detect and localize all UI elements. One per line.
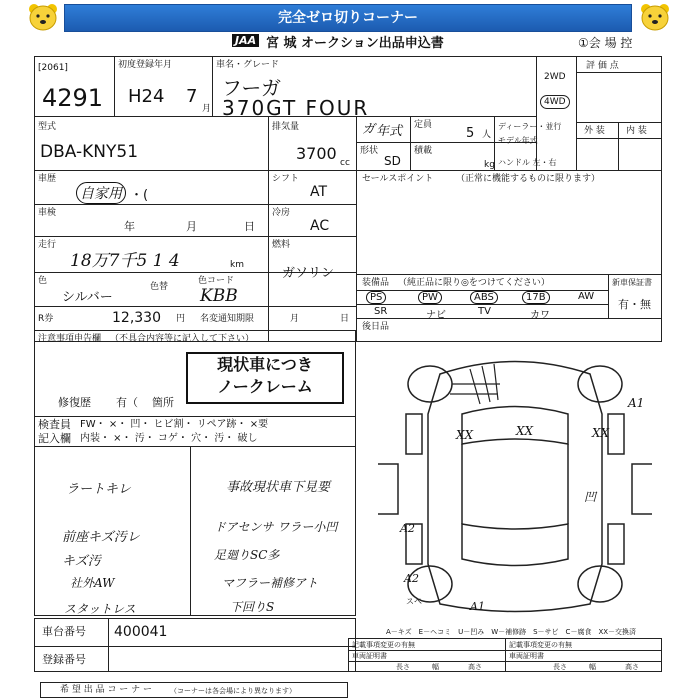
equip-pw: PW — [418, 291, 442, 304]
equip-ps: PS — [366, 291, 386, 304]
mark-xx-center: XX — [516, 424, 534, 438]
registration-label: 初度登録年月 — [118, 60, 173, 70]
equip-navi: ナビ — [426, 310, 446, 321]
no-claim-stamp — [186, 352, 344, 404]
handle-label: ハンドル 左・右 — [498, 158, 557, 167]
tax-deadline-label: 名変通知期限 — [200, 314, 255, 324]
registration-year: H24 — [128, 86, 165, 107]
equip-17b: 17B — [522, 291, 550, 304]
bear-mascot-right-icon — [636, 2, 674, 32]
color-code-label: 色コード — [198, 276, 235, 286]
vehicle-grade: 370GT FOUR — [222, 96, 370, 120]
color-value: シルバー — [62, 290, 113, 305]
displacement-value: 3700 — [296, 144, 337, 163]
note-left-5: スタットレス — [64, 602, 136, 616]
mark-a1-top: A1 — [628, 396, 645, 410]
recycle-label: R券 — [38, 314, 54, 324]
notes-label: 注意事項申告欄 — [38, 334, 102, 344]
aircon-value: AC — [310, 218, 330, 234]
drive-4wd: 4WD — [540, 95, 570, 109]
height-left: 高さ — [468, 663, 482, 671]
registration-month: 7 — [186, 86, 198, 107]
equipment-label: 装備品 — [362, 278, 390, 288]
note-left-2: 前座キズ汚レ — [62, 530, 140, 545]
chassis-label: 車台番号 — [42, 625, 86, 638]
capacity-value: 5 — [466, 126, 475, 141]
mission-mark: 年式 — [376, 124, 403, 139]
displacement-label: 排気量 — [272, 122, 300, 132]
lot-number: 4291 — [42, 84, 104, 112]
mark-spare: スペ — [406, 597, 422, 606]
damage-diagram — [370, 344, 660, 622]
recycle-unit: 円 — [176, 314, 186, 324]
model-value: DBA-KNY51 — [40, 142, 139, 162]
recycle-value: 12,330 — [112, 310, 161, 326]
color-label: 色 — [38, 276, 48, 286]
color-change-label: 色替 — [150, 282, 169, 292]
note-right-4: マフラー補修アト — [222, 576, 319, 590]
check-row2: 内装・ ×・ 汚・ コゲ・ 穴・ 汚・ 破し — [80, 433, 258, 444]
copy-label: ①会 場 控 — [578, 36, 633, 50]
load-unit: kg — [484, 160, 495, 170]
note-right-1: 事故現状車下見要 — [226, 480, 331, 495]
history-label: 車歴 — [38, 174, 57, 184]
inspection-month: 月 — [186, 220, 197, 233]
exterior-label: 外 装 — [584, 126, 605, 136]
drive-2wd: 2WD — [544, 72, 566, 82]
equip-tv: TV — [478, 306, 491, 317]
length-right: 長さ — [553, 663, 567, 671]
model-label: 型式 — [38, 122, 57, 132]
mark-a1-bottom: A1 — [470, 600, 485, 613]
chassis-value: 400041 — [114, 624, 168, 640]
repair-label: 修復歴 — [58, 396, 91, 409]
length-left: 長さ — [396, 663, 410, 671]
equip-aw: AW — [578, 291, 595, 302]
bear-mascot-left-icon — [24, 2, 62, 32]
mark-a2-upper: A2 — [400, 522, 415, 535]
tax-month: 月 — [290, 314, 300, 324]
height-right: 高さ — [625, 663, 639, 671]
vehicle-name-label: 車名・グレード — [216, 60, 280, 70]
repair-value: 有（ — [116, 396, 138, 409]
damage-legend: A－キズ E－ヘコミ U－凹み W－補修跡 S－サビ C－腐食 XX－交換済 — [386, 628, 637, 636]
vehicle-cert-left: 車両証明書 — [352, 652, 387, 660]
additional-label: 後日品 — [362, 322, 390, 332]
note-right-5: 下回りS — [230, 600, 275, 614]
capacity-unit: 人 — [482, 130, 492, 140]
mileage-label: 走行 — [38, 240, 57, 250]
notes-sub: （不具合内容等に記入して下さい） — [110, 334, 255, 344]
equipment-note: （純正品に限り◎をつけてください） — [398, 278, 550, 288]
inspection-day: 日 — [244, 220, 255, 233]
vehicle-name: フーガ — [222, 76, 281, 100]
inspector-label2: 記入欄 — [38, 432, 71, 445]
warranty-label: 新車保証書 — [612, 278, 652, 287]
inspection-label: 車検 — [38, 208, 57, 218]
shift-label: シフト — [272, 174, 300, 184]
repair-suffix: 箇所 — [152, 396, 174, 409]
mark-xx-right: XX — [592, 426, 610, 440]
spec-change-left: 記載事項変更の有無 — [352, 641, 415, 649]
capacity-label: 定員 — [414, 120, 433, 130]
vehicle-cert-right: 車両証明書 — [509, 652, 544, 660]
fuel-label: 燃料 — [272, 240, 291, 250]
desired-corner-label: 希 望 出 品 コ ー ナ ー — [60, 685, 153, 695]
spec-change-right: 記載事項変更の有無 — [509, 641, 572, 649]
fuel-type-mark: ガ — [362, 122, 376, 137]
note-right-2: ドアセンサ ワラー小凹 — [214, 520, 338, 534]
mark-a2-lower: A2 — [404, 572, 419, 585]
width-right: 幅 — [589, 663, 596, 671]
warranty-value: 有・無 — [618, 298, 651, 311]
stamp-line1: 現状車につき — [217, 355, 313, 374]
stamp-line2: ノークレーム — [217, 377, 313, 396]
equip-sr: SR — [374, 306, 388, 317]
month-unit: 月 — [202, 104, 212, 114]
form-title: 宮 城 オークション出品申込書 — [266, 36, 444, 51]
displacement-unit: cc — [340, 158, 350, 168]
aircon-label: 冷房 — [272, 208, 291, 218]
corner-banner: 完全ゼロ切りコーナー — [64, 4, 632, 32]
history-extra: ・( — [130, 188, 149, 203]
equip-leather: カワ — [530, 310, 550, 321]
equip-abs: ABS — [470, 291, 498, 304]
tax-day: 日 — [340, 314, 350, 324]
width-left: 幅 — [432, 663, 439, 671]
mark-dent: 凹 — [584, 490, 597, 504]
inspection-year: 年 — [124, 220, 135, 233]
shape-label: 形状 — [360, 146, 379, 156]
color-code: KBB — [200, 286, 238, 306]
lot-code: [2061] — [38, 63, 68, 73]
dealer-label: ディーラー・並行 — [498, 122, 562, 131]
evaluation-label: 評 価 点 — [586, 61, 619, 71]
fuel-value: ガソリン — [282, 266, 335, 281]
history-value: 自家用 — [76, 182, 126, 204]
sales-point-note: （正常に機能するものに限ります） — [456, 174, 601, 184]
load-label: 積載 — [414, 146, 433, 156]
sales-point-label: セールスポイント — [362, 174, 434, 184]
note-left-3: キズ汚 — [62, 554, 101, 569]
inspector-label1: 検査員 — [38, 418, 71, 431]
note-left-1: ラートキレ — [66, 482, 131, 497]
shift-value: AT — [310, 184, 328, 200]
interior-label: 内 装 — [626, 126, 647, 136]
note-left-4: 社外AW — [70, 576, 115, 590]
check-row1: FW・ ×・ 凹・ ヒビ割・ リペア跡・ ×要 — [80, 419, 269, 430]
mileage-value: 18万7千5 1 4 — [70, 251, 180, 271]
mark-xx-left: XX — [456, 428, 474, 442]
desired-corner-note: （コーナーは各会場により異なります） — [170, 687, 296, 695]
model-year-label: モデル年式 — [498, 136, 538, 145]
auction-logo: JAA — [232, 34, 259, 47]
mileage-unit: km — [230, 260, 244, 270]
note-right-3: 足廻りSC多 — [214, 548, 280, 562]
plate-label: 登録番号 — [42, 653, 86, 666]
shape-value: SD — [384, 154, 401, 168]
